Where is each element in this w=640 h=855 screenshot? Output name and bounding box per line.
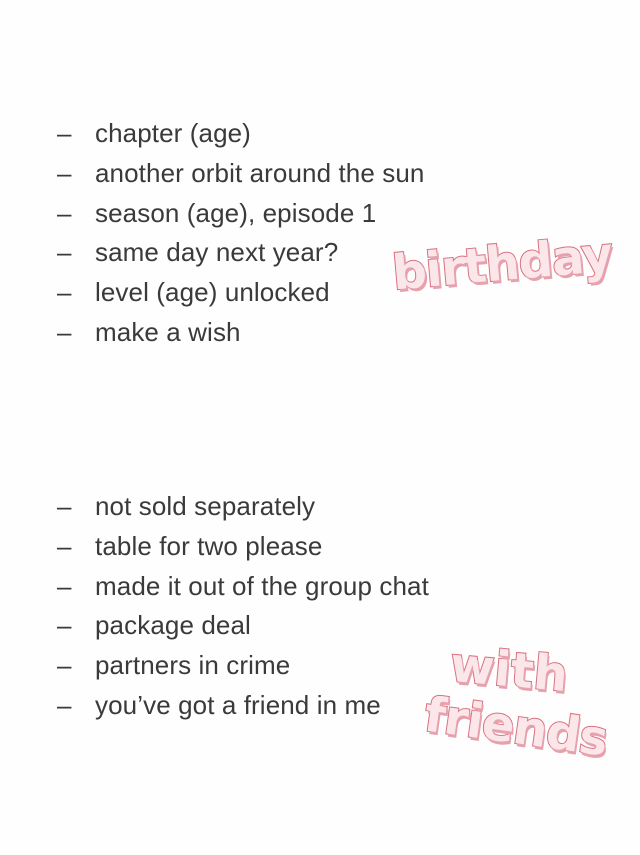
list-item (57, 527, 429, 567)
birthday-caption-list (57, 114, 424, 352)
bullet-dash: – (57, 197, 72, 228)
list-item-text: made it out of the group chat (95, 570, 429, 601)
list-item-text: same day next year? (95, 237, 339, 268)
list-item (57, 685, 429, 725)
list-item-text: partners in crime (95, 650, 291, 681)
list-item (57, 114, 424, 154)
bullet-dash: – (57, 237, 72, 268)
list-item (57, 273, 424, 313)
bullet-dash: – (57, 610, 72, 641)
bullet-dash: – (57, 689, 72, 720)
bullet-dash: – (57, 277, 72, 308)
bullet-dash: – (57, 316, 72, 347)
list-item-text: level (age) unlocked (95, 277, 330, 308)
list-item-text: season (age), episode 1 (95, 197, 377, 228)
bullet-dash: – (57, 650, 72, 681)
list-item-text: chapter (age) (95, 118, 251, 149)
list-item-text: you’ve got a friend in me (95, 689, 381, 720)
friends-caption-list (57, 487, 429, 725)
list-item (57, 193, 424, 233)
bullet-dash: – (57, 158, 72, 189)
list-item-text: make a wish (95, 316, 241, 347)
list-item (57, 233, 424, 273)
bullet-dash: – (57, 491, 72, 522)
list-item-text: another orbit around the sun (95, 158, 425, 189)
list-item (57, 154, 424, 194)
list-item (57, 312, 424, 352)
bullet-dash: – (57, 570, 72, 601)
list-item-text: not sold separately (95, 491, 316, 522)
list-item (57, 606, 429, 646)
list-item-text: table for two please (95, 531, 323, 562)
list-item (57, 487, 429, 527)
list-item (57, 566, 429, 606)
bullet-dash: – (57, 531, 72, 562)
bullet-dash: – (57, 118, 72, 149)
with-sticker: with (447, 636, 571, 704)
friends-sticker: friends (420, 686, 611, 768)
list-item-text: package deal (95, 610, 251, 641)
list-item (57, 646, 429, 686)
birthday-sticker: birthday (389, 226, 615, 302)
